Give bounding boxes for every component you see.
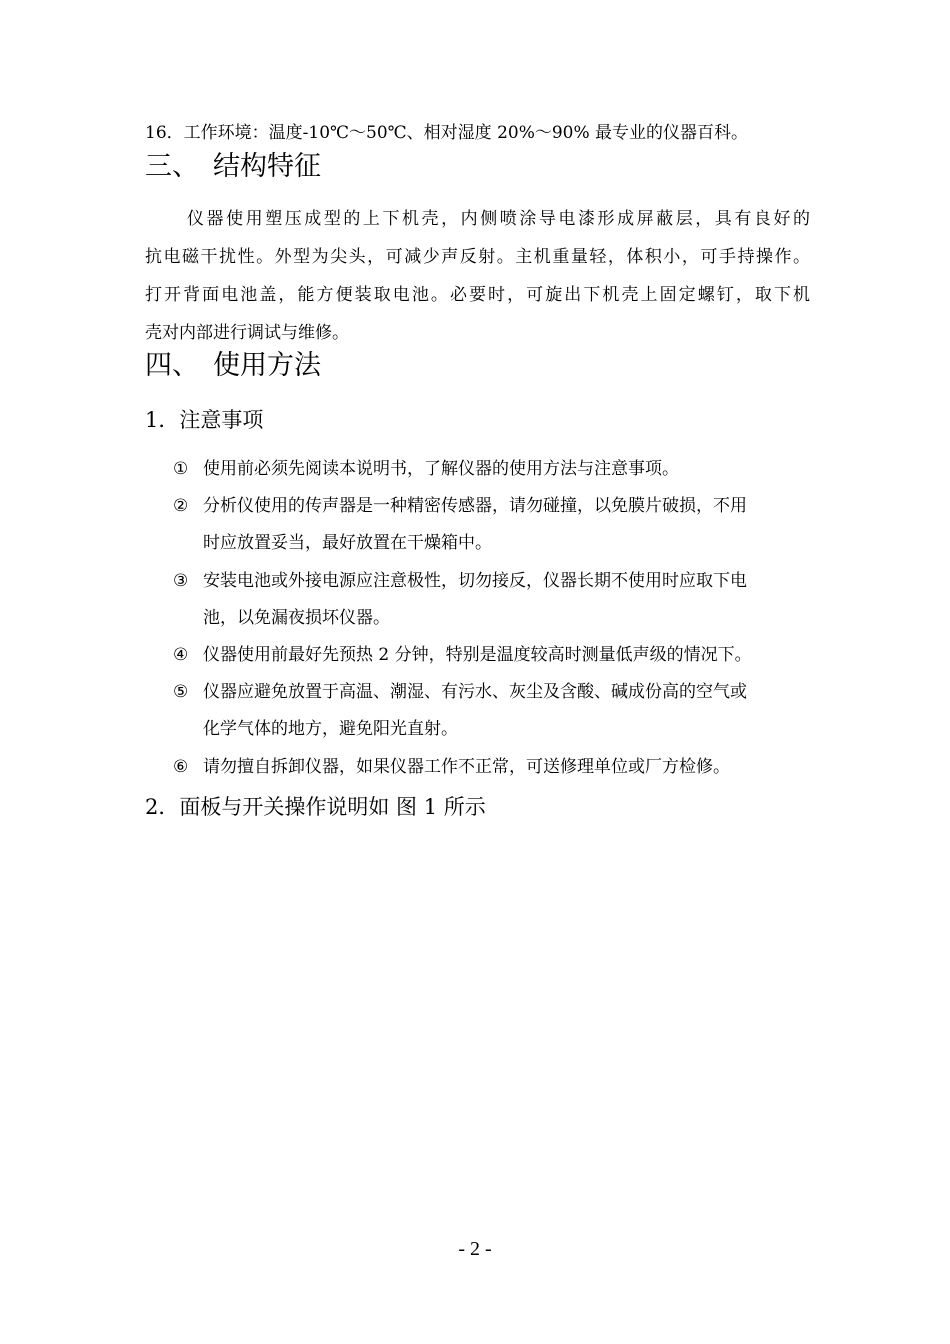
precaution-item xyxy=(173,645,813,665)
item-text: 请勿擅自拆卸仪器，如果仪器工作不正常，可送修理单位或厂方检修。 xyxy=(203,757,730,777)
item-marker: ⑥ xyxy=(173,757,189,777)
section-3-paragraph-line: 抗电磁干扰性。外型为尖头，可减少声反射。主机重量轻，体积小，可手持操作。 xyxy=(145,247,810,267)
item-marker: ② xyxy=(173,496,189,516)
precaution-item xyxy=(173,571,813,591)
item-text-continuation: 池，以免漏夜损坏仪器。 xyxy=(203,608,390,628)
item-marker: ⑤ xyxy=(173,682,189,702)
item-text-continuation: 时应放置妥当，最好放置在干燥箱中。 xyxy=(203,533,492,553)
item-marker: ① xyxy=(173,459,189,479)
section-3-paragraph-line: 仪器使用塑压成型的上下机壳，内侧喷涂导电漆形成屏蔽层，具有良好的 xyxy=(187,209,810,229)
precaution-item xyxy=(173,459,813,479)
item-text: 分析仪使用的传声器是一种精密传感器，请勿碰撞，以免膜片破损，不用 xyxy=(203,496,747,516)
section-4-heading xyxy=(145,350,321,382)
item-marker: ③ xyxy=(173,571,189,591)
item-text: 仪器应避免放置于高温、潮湿、有污水、灰尘及含酸、碱成份高的空气或 xyxy=(203,682,747,702)
panel-switch-subheading: 2．面板与开关操作说明如 图 1 所示 xyxy=(145,795,486,819)
section-3-paragraph-line: 壳对内部进行调试与维修。 xyxy=(145,323,349,343)
section-3-heading xyxy=(145,151,321,183)
section-3-number: 三、 xyxy=(145,151,199,182)
precaution-item xyxy=(173,496,813,516)
section-3-paragraph-line: 打开背面电池盖，能方便装取电池。必要时，可旋出下机壳上固定螺钉，取下机 xyxy=(145,285,810,305)
precaution-item xyxy=(173,682,813,702)
work-environment-line: 16．工作环境：温度-10℃～50℃、相对湿度 20%～90% 最专业的仪器百科。 xyxy=(145,123,749,143)
page-number: - 2 - xyxy=(458,1238,492,1260)
precaution-item xyxy=(173,757,813,777)
item-text: 仪器使用前最好先预热 2 分钟，特别是温度较高时测量低声级的情况下。 xyxy=(203,645,752,665)
section-4-number: 四、 xyxy=(145,350,199,381)
section-4-title: 使用方法 xyxy=(213,350,321,381)
item-text: 安装电池或外接电源应注意极性，切勿接反，仪器长期不使用时应取下电 xyxy=(203,571,747,591)
item-text-continuation: 化学气体的地方，避免阳光直射。 xyxy=(203,719,458,739)
item-marker: ④ xyxy=(173,645,189,665)
precautions-subheading: 1．注意事项 xyxy=(145,408,264,432)
section-3-title: 结构特征 xyxy=(213,151,321,182)
item-text: 使用前必须先阅读本说明书，了解仪器的使用方法与注意事项。 xyxy=(203,459,679,479)
